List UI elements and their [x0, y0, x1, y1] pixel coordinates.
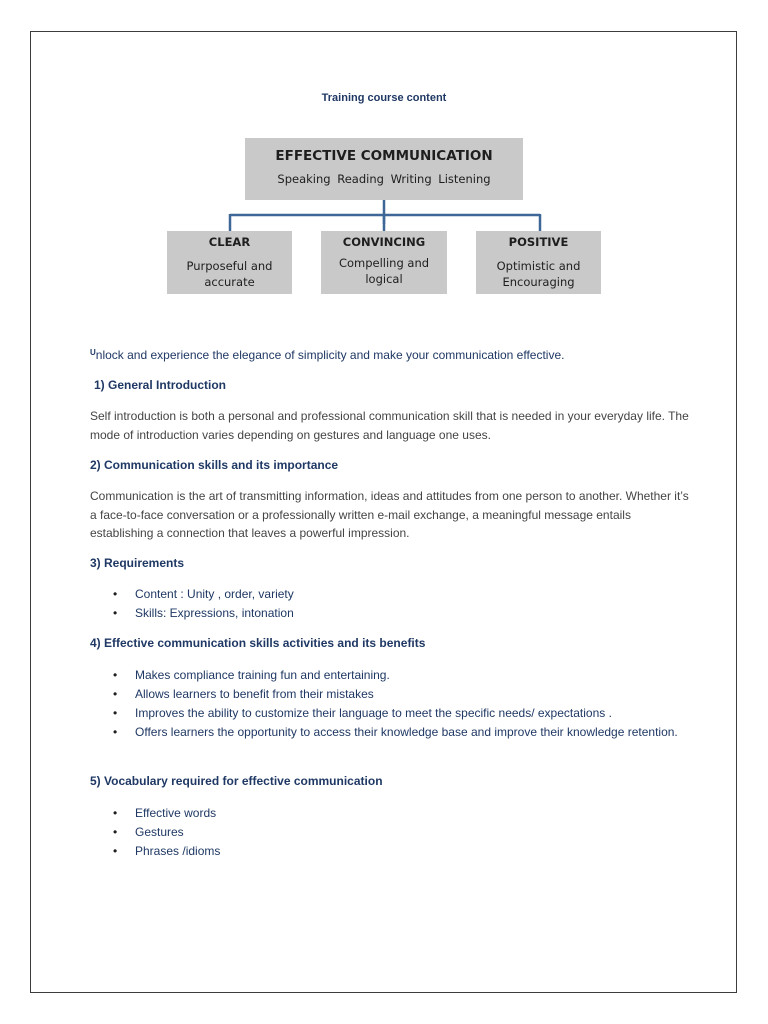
section-heading: 3) Requirements: [90, 556, 185, 570]
list-item: • Effective words: [90, 804, 680, 823]
benefits-list: [90, 666, 680, 742]
diagram-box-text: Purposeful and accurate: [186, 259, 273, 289]
diagram-box-title: CONVINCING: [342, 235, 426, 249]
section-heading: 4) Effective communication skills activities and its benefits: [90, 636, 426, 650]
section-heading: 1) General Introduction: [94, 378, 227, 392]
diagram-box-positive: [476, 231, 601, 294]
intro-text: nlock and experience the elegance of simplicity and make your communication effective.: [95, 348, 565, 362]
list-item: • Phrases /idioms: [90, 842, 680, 861]
document-title: Training course content: [321, 92, 447, 104]
intro-first-letter: U: [90, 348, 96, 357]
section-body: Communication is the art of transmitting information, ideas and attitudes from one person to another. Whether it’s a face-to-face conversation or a professionally written e-mail exchange, a meaningful message entails establishing a connection that leaves a powerful impression.: [90, 489, 689, 540]
requirements-list: [90, 585, 680, 623]
diagram-box-title: POSITIVE: [508, 235, 569, 249]
intro-paragraph: [90, 344, 690, 365]
diagram-main-title: EFFECTIVE COMMUNICATION: [275, 148, 493, 164]
diagram-box-text: Optimistic and Encouraging: [496, 259, 581, 289]
section-heading: 5) Vocabulary required for effective communication: [90, 774, 383, 788]
vocabulary-list: [90, 804, 680, 861]
section-body: Self introduction is both a personal and professional communication skill that is needed in your everyday life. The mode of introduction varies depending on gestures and language one uses.: [90, 409, 689, 442]
list-item: • Offers learners the opportunity to access their knowledge base and improve their knowledge retention.: [90, 723, 680, 742]
list-item: • Makes compliance training fun and entertaining.: [90, 666, 680, 685]
list-item: • Improves the ability to customize their language to meet the specific needs/ expectations .: [90, 704, 680, 723]
list-item: • Content : Unity , order, variety: [90, 585, 680, 604]
diagram-connector: [0, 0, 768, 240]
diagram-main-subtitle: Speaking Reading Writing Listening: [277, 172, 491, 186]
diagram-box-clear: [167, 231, 292, 294]
list-item: • Allows learners to benefit from their mistakes: [90, 685, 680, 704]
list-item: • Skills: Expressions, intonation: [90, 604, 680, 623]
section-heading: 2) Communication skills and its importance: [90, 458, 339, 472]
diagram-box-convincing: [321, 231, 447, 294]
diagram-box-text: Compelling and logical: [338, 256, 430, 286]
diagram-box-title: CLEAR: [208, 235, 251, 249]
list-item: • Gestures: [90, 823, 680, 842]
